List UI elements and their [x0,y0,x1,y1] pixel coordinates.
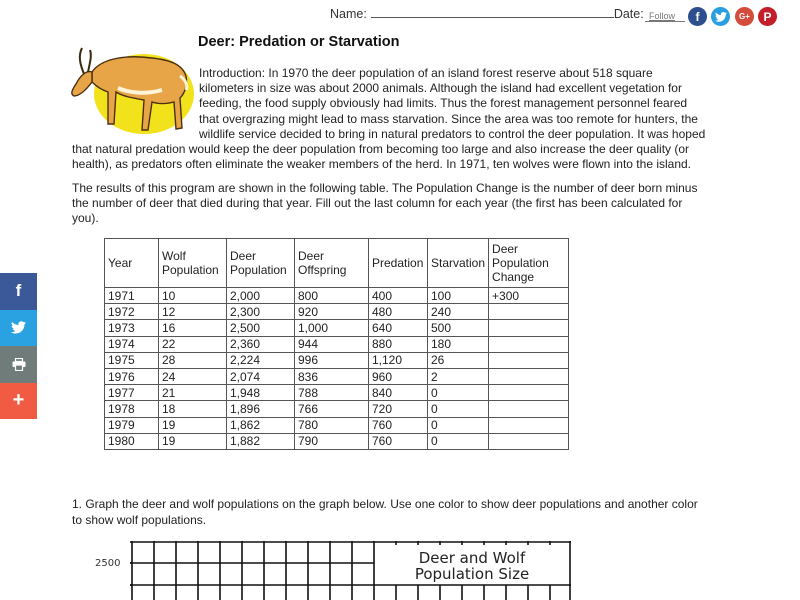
print-icon [12,358,26,371]
header-population-change: Deer Population Change [489,239,569,288]
header-starvation: Starvation [428,239,489,288]
cell-starvation: 180 [428,336,489,352]
cell-offspring: 836 [295,368,369,384]
plus-icon: + [12,389,25,412]
graph-title [374,550,570,582]
facebook-icon: f [15,281,22,301]
cell-predation: 720 [369,401,428,417]
date-label: Date: [613,7,644,21]
google-plus-follow-button[interactable] [735,7,754,26]
cell-offspring: 780 [295,417,369,433]
cell-change: +300 [489,288,569,304]
twitter-icon [715,12,727,22]
header-predation: Predation [369,239,428,288]
cell-change [489,320,569,336]
facebook-follow-button[interactable] [688,7,707,26]
cell-predation: 760 [369,433,428,449]
cell-year: 1977 [105,385,159,401]
cell-deer: 2,224 [227,352,295,368]
cell-year: 1976 [105,368,159,384]
cell-wolf: 28 [159,352,227,368]
twitter-icon [11,321,26,334]
cell-change [489,385,569,401]
cell-starvation: 500 [428,320,489,336]
question-line: 1. Graph the deer and wolf populations on the graph below. Use one color to show deer populations and another color [72,497,698,511]
page-title: Deer: Predation or Starvation [198,34,400,50]
pinterest-follow-button[interactable] [758,7,777,26]
cell-starvation: 240 [428,304,489,320]
intro-line: wildlife service decided to bring in natural predators to control the deer population. It was hoped [199,126,706,141]
cell-deer: 2,000 [227,288,295,304]
name-blank [371,6,614,18]
table-header-row [105,239,569,288]
cell-wolf: 10 [159,288,227,304]
header-deer-offspring: Deer Offspring [295,239,369,288]
cell-predation: 880 [369,336,428,352]
cell-year: 1971 [105,288,159,304]
cell-predation: 840 [369,385,428,401]
share-more-button[interactable] [0,383,37,420]
introduction-paragraph [72,66,752,172]
cell-wolf: 16 [159,320,227,336]
cell-year: 1972 [105,304,159,320]
cell-deer: 1,862 [227,417,295,433]
table-row [105,417,569,433]
cell-year: 1979 [105,417,159,433]
intro-line: Introduction: In 1970 the deer population of an island forest reserve about 518 square [199,66,653,80]
table-row [105,401,569,417]
print-button[interactable] [0,346,37,383]
cell-wolf: 21 [159,385,227,401]
cell-offspring: 920 [295,304,369,320]
results-line: you). [72,211,99,226]
facebook-icon: f [695,9,700,24]
name-label: Name: [330,7,367,21]
cell-year: 1978 [105,401,159,417]
table-row [105,320,569,336]
cell-offspring: 996 [295,352,369,368]
cell-offspring: 1,000 [295,320,369,336]
table-row [105,304,569,320]
name-date-line [330,6,644,21]
header-wolf-population: Wolf Population [159,239,227,288]
cell-change [489,336,569,352]
cell-offspring: 800 [295,288,369,304]
question-line: to show wolf populations. [72,512,207,527]
header-year: Year [105,239,159,288]
cell-predation: 1,120 [369,352,428,368]
cell-starvation: 0 [428,401,489,417]
cell-predation: 960 [369,368,428,384]
intro-line: that natural predation would keep the deer population from becoming too large and also increase the deer quality (or [72,142,690,157]
cell-year: 1975 [105,352,159,368]
twitter-follow-button[interactable] [711,7,730,26]
cell-starvation: 0 [428,433,489,449]
share-twitter-button[interactable] [0,310,37,347]
results-paragraph [72,181,772,227]
cell-wolf: 19 [159,433,227,449]
table-row [105,352,569,368]
cell-deer: 1,882 [227,433,295,449]
cell-deer: 1,896 [227,401,295,417]
cell-starvation: 2 [428,368,489,384]
intro-line: health), as predators often eliminate the weaker members of the herd. In 1971, ten wolves were flown into the island. [72,157,692,172]
graph-title-line: Deer and Wolf [418,549,526,567]
cell-starvation: 26 [428,352,489,368]
date-blank [645,21,685,22]
results-line: the number of deer that died during that year. Fill out the last column for each year (the first has been calculated for [72,196,683,211]
table-row [105,336,569,352]
population-table [104,238,569,450]
cell-starvation: 0 [428,385,489,401]
cell-year: 1973 [105,320,159,336]
cell-deer: 2,074 [227,368,295,384]
cell-year: 1974 [105,336,159,352]
graph-title-line: Population Size [414,565,530,583]
y-axis-tick-label: 2500 [95,558,121,569]
intro-line: feeding, the food supply obviously had limits. Thus the forest management personnel feared [199,96,688,111]
table-row [105,288,569,304]
follow-link[interactable]: Follow [649,11,676,21]
header-deer-population: Deer Population [227,239,295,288]
cell-wolf: 18 [159,401,227,417]
intro-line: that overgrazing might lead to mass starvation. Since the area was too remote for hunters, the [199,111,698,126]
table-row [105,385,569,401]
table-row [105,368,569,384]
cell-predation: 400 [369,288,428,304]
side-share-bar [0,273,37,419]
cell-offspring: 944 [295,336,369,352]
pinterest-icon: P [763,9,772,24]
cell-change [489,433,569,449]
cell-predation: 640 [369,320,428,336]
cell-offspring: 790 [295,433,369,449]
question-1 [72,497,792,528]
cell-year: 1980 [105,433,159,449]
cell-change [489,401,569,417]
share-facebook-button[interactable] [0,273,37,310]
cell-wolf: 24 [159,368,227,384]
intro-line: kilometers in size was about 2000 animals. Although the island had excellent vegetation for [199,81,682,96]
cell-deer: 2,500 [227,320,295,336]
cell-deer: 1,948 [227,385,295,401]
cell-change [489,304,569,320]
cell-deer: 2,300 [227,304,295,320]
cell-starvation: 0 [428,417,489,433]
results-line: The results of this program are shown in the following table. The Population Change is the number of deer born minus [72,181,698,195]
cell-predation: 760 [369,417,428,433]
cell-change [489,368,569,384]
cell-change [489,352,569,368]
cell-starvation: 100 [428,288,489,304]
cell-change [489,417,569,433]
cell-wolf: 19 [159,417,227,433]
cell-offspring: 788 [295,385,369,401]
cell-wolf: 22 [159,336,227,352]
google-plus-icon: G+ [739,12,750,21]
table-row [105,433,569,449]
cell-wolf: 12 [159,304,227,320]
cell-offspring: 766 [295,401,369,417]
cell-deer: 2,360 [227,336,295,352]
cell-predation: 480 [369,304,428,320]
